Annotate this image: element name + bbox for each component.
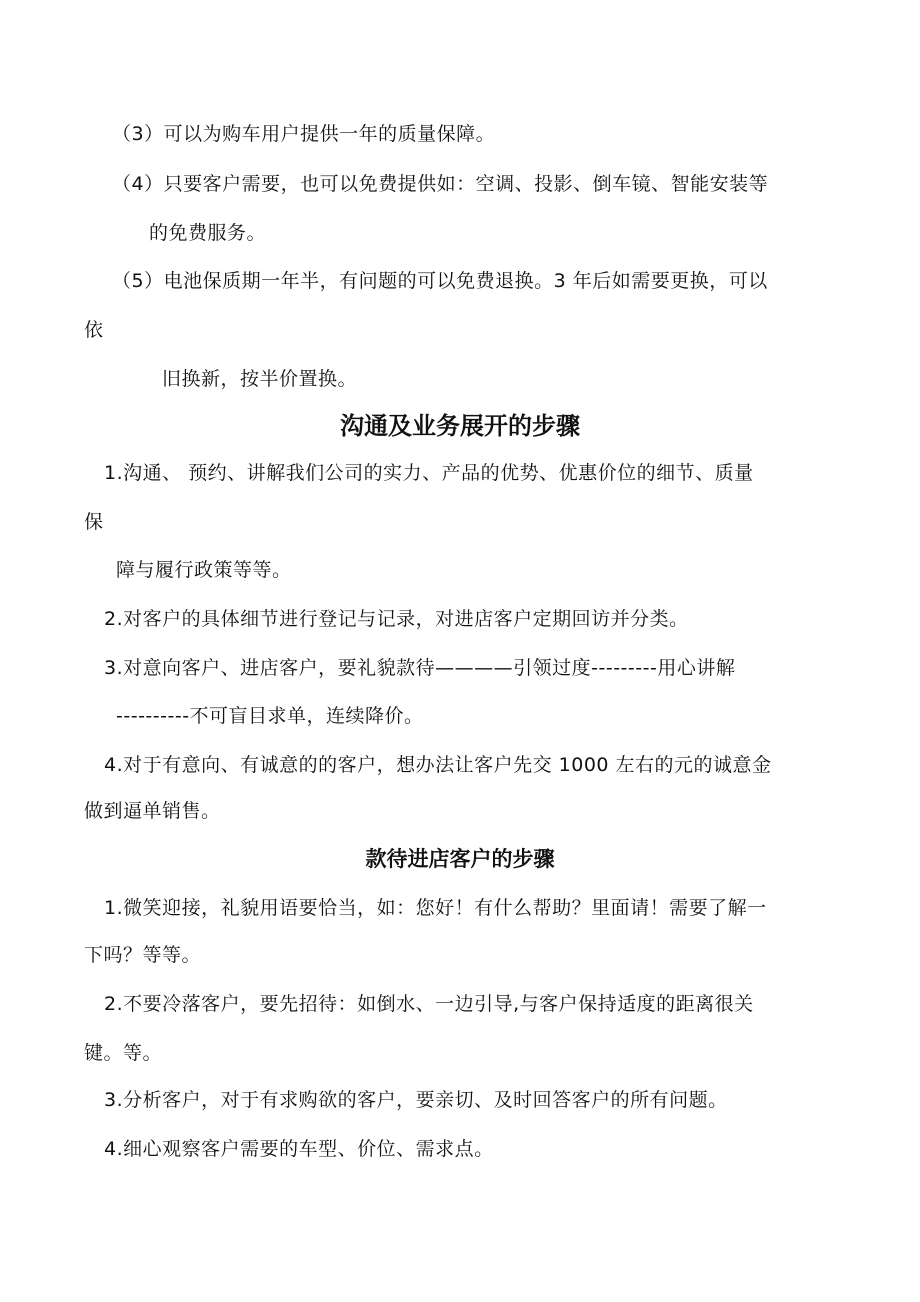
item-4-continuation: 的免费服务。: [149, 222, 267, 244]
section2-step-1-continuation: 下吗？等等。: [84, 944, 202, 966]
section1-step-1: 1.沟通、 预约、讲解我们公司的实力、产品的优势、优惠价位的细节、质量: [104, 462, 754, 484]
item-5-wrap: 依: [84, 319, 104, 341]
section1-step-3-continuation: ----------不可盲目求单，连续降价。: [116, 705, 424, 727]
section2-step-3: 3.分析客户，对于有求购欲的客户，要亲切、及时回答客户的所有问题。: [104, 1089, 728, 1111]
section2-step-1: 1.微笑迎接，礼貌用语要恰当，如：您好！有什么帮助？里面请！需要了解一: [104, 897, 767, 919]
section1-step-1-wrap: 保: [84, 511, 104, 533]
item-5: （5）电池保质期一年半，有问题的可以免费退换。3 年后如需要更换，可以: [112, 270, 768, 292]
section-title-reception: 款待进店客户的步骤: [365, 847, 555, 871]
section1-step-4-continuation: 做到逼单销售。: [84, 800, 221, 822]
item-5-continuation: 旧换新，按半价置换。: [162, 368, 358, 390]
section2-step-2: 2.不要冷落客户，要先招待：如倒水、一边引导,与客户保持适度的距离很关: [104, 993, 754, 1015]
section1-step-1-continuation: 障与履行政策等等。: [116, 559, 292, 581]
section1-step-3: 3.对意向客户、进店客户，要礼貌款待————引领过度---------用心讲解: [104, 657, 736, 679]
item-4: （4）只要客户需要，也可以免费提供如：空调、投影、倒车镜、智能安装等: [112, 173, 769, 195]
section-title-communication: 沟通及业务展开的步骤: [340, 412, 580, 440]
section1-step-2: 2.对客户的具体细节进行登记与记录，对进店客户定期回访并分类。: [104, 608, 689, 630]
item-3: （3）可以为购车用户提供一年的质量保障。: [112, 123, 496, 145]
section1-step-4: 4.对于有意向、有诚意的的客户，想办法让客户先交 1000 左右的元的诚意金: [104, 754, 772, 776]
section2-step-2-continuation: 键。等。: [84, 1042, 163, 1064]
section2-step-4: 4.细心观察客户需要的车型、价位、需求点。: [104, 1138, 494, 1160]
